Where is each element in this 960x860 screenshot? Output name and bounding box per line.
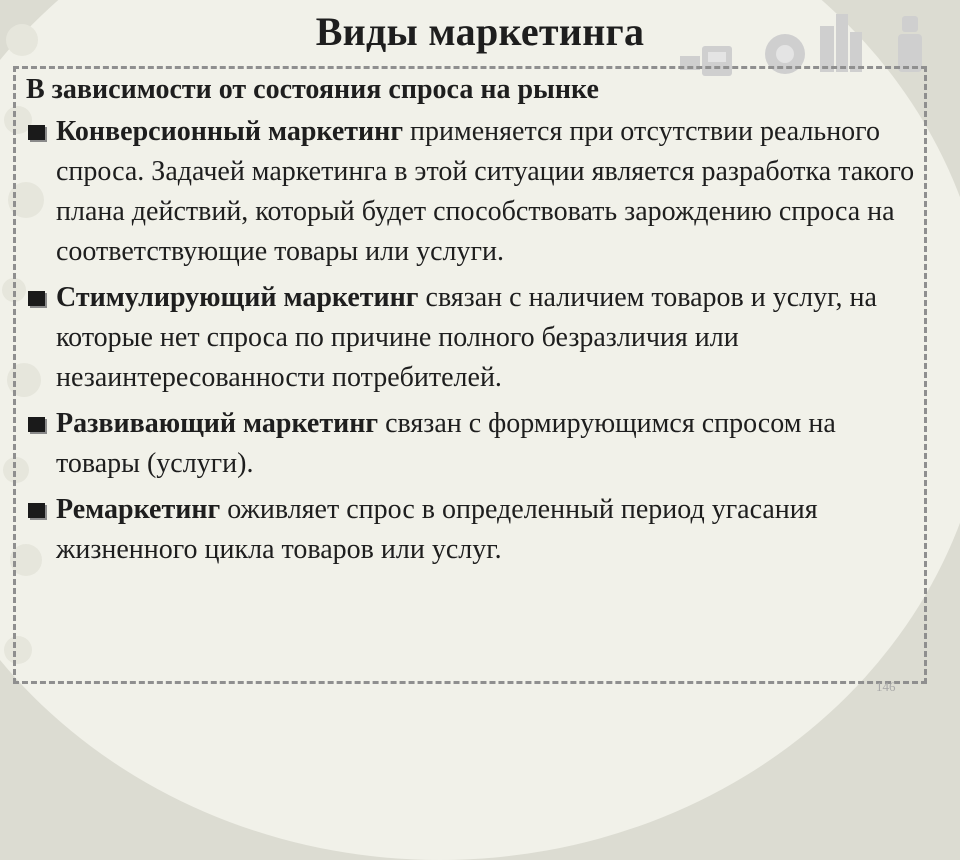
slide-title: Виды маркетинга [315,9,645,54]
square-bullet-icon [28,503,45,518]
bullet-item [26,490,926,570]
bullet-term: Конверсионный маркетинг [56,116,404,147]
bullet-text: связан с наличием товаров и услуг, на которые нет спроса по причине полного безразличия или незаинтересованности потребителей. [56,282,877,393]
bullet-item [26,112,926,272]
bullet-term: Развивающий маркетинг [56,408,379,439]
bullet-text: оживляет спрос в определенный период угасания жизненного цикла товаров или услуг. [56,494,818,565]
bullet-term: Стимулирующий маркетинг [56,282,419,313]
slide-content [26,72,926,576]
slide-subtitle: В зависимости от состояния спроса на рынке [26,74,599,105]
bullet-text: связан с формирующимся спросом на товары (услуги). [56,408,836,479]
bullet-item [26,278,926,398]
bullet-text: применяется при отсутствии реального спроса. Задачей маркетинга в этой ситуации является разработка такого плана действий, который будет способствовать зарождению спроса на соответствующие товары или услуги. [56,116,915,267]
square-bullet-icon [28,125,45,140]
square-bullet-icon [28,417,45,432]
bullet-term: Ремаркетинг [56,494,221,525]
page-number: 146 [876,679,896,694]
bullet-item [26,404,926,484]
square-bullet-icon [28,291,45,306]
